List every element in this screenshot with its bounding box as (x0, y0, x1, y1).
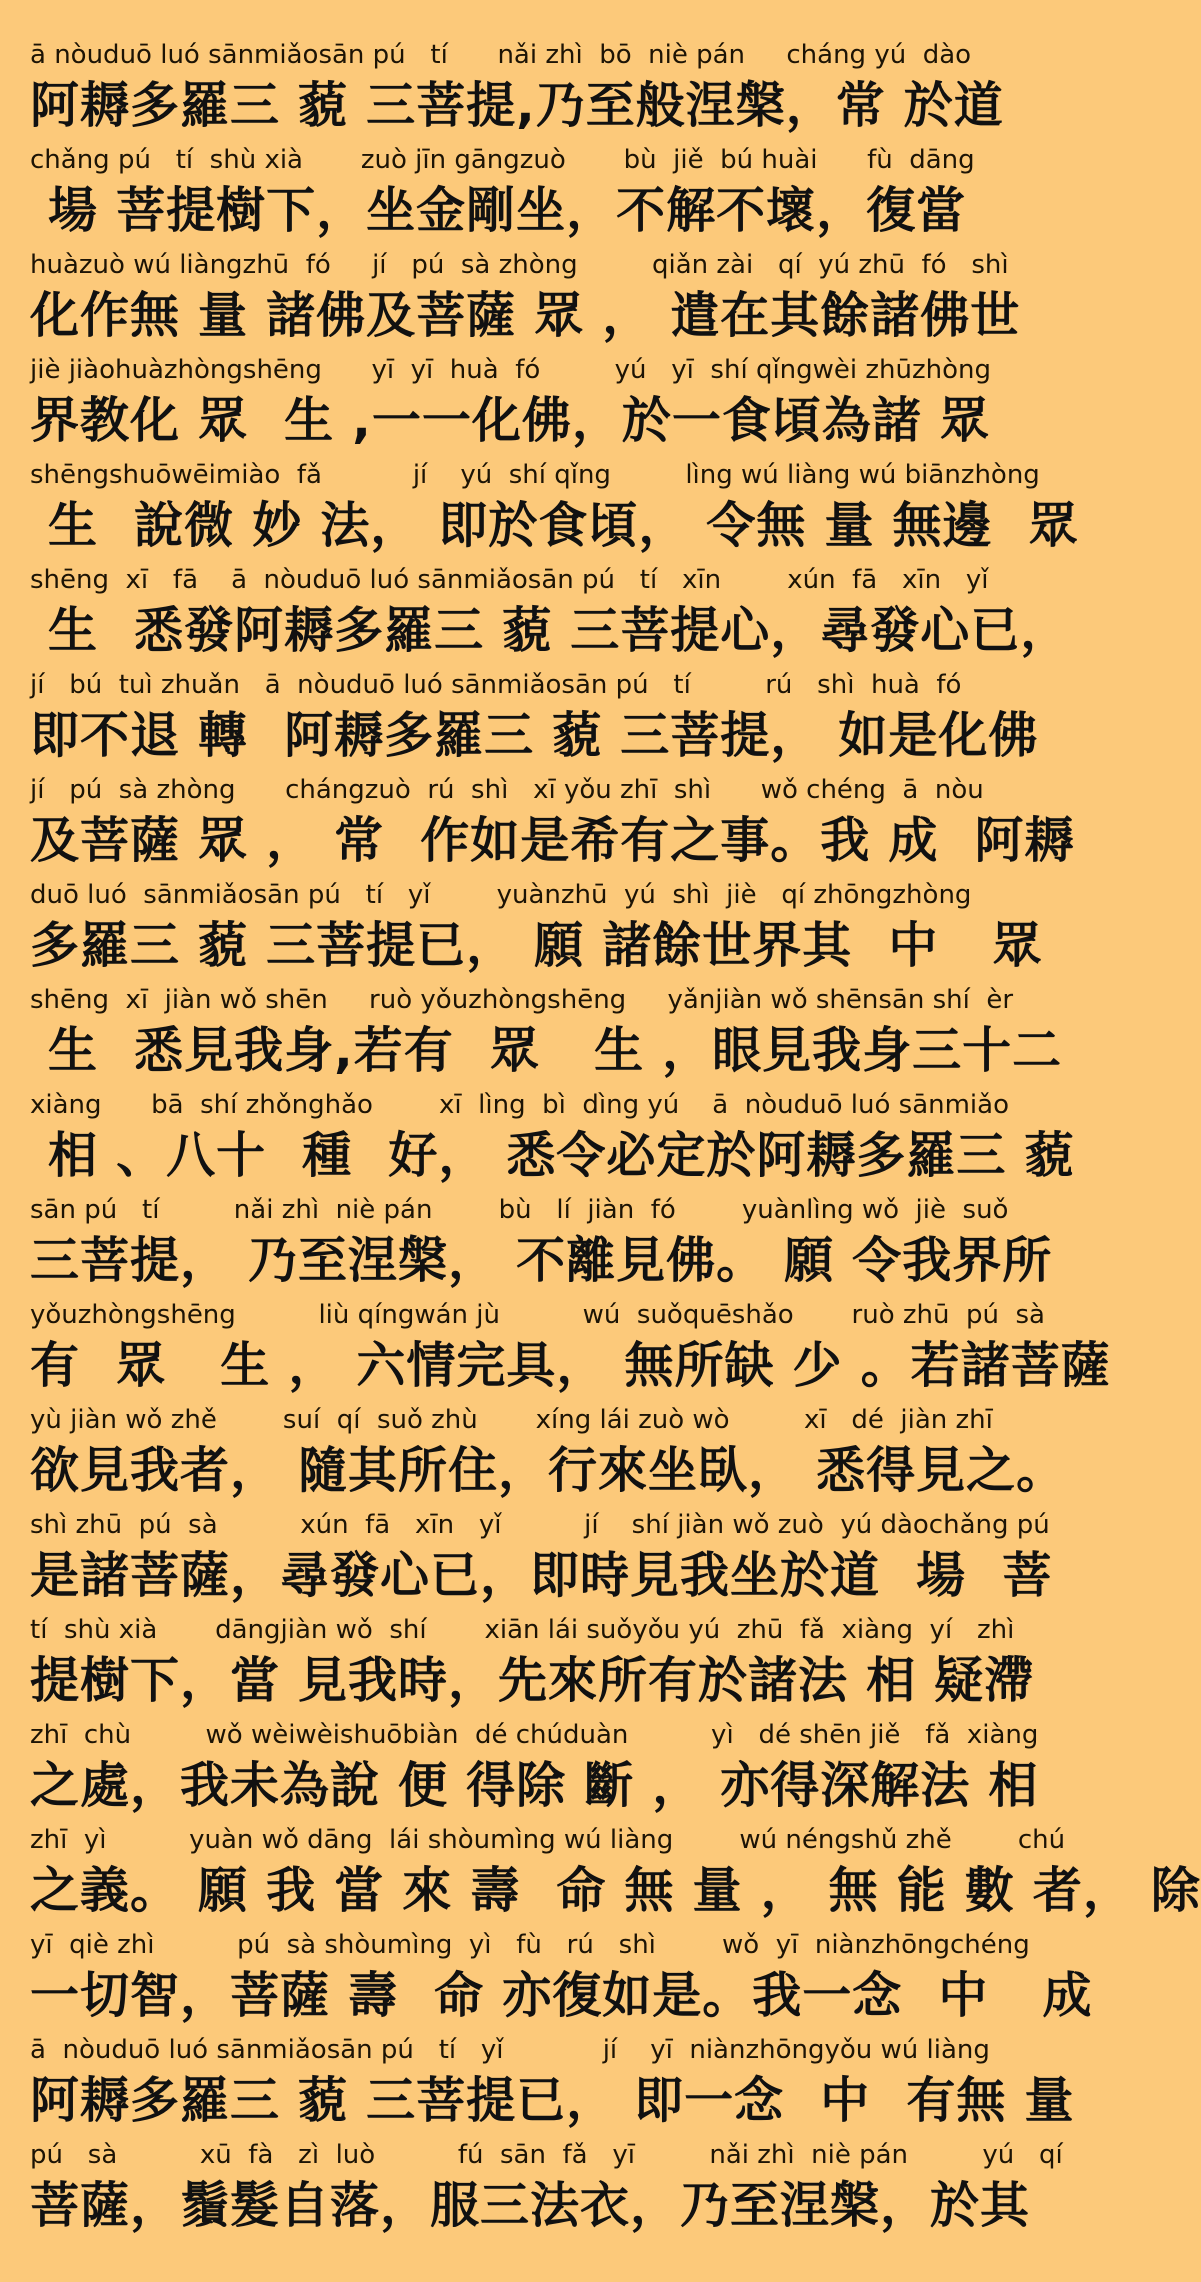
text-line (30, 1823, 1201, 1928)
pinyin-annotation: jí pú sà zhòng chángzuò rú shì xī yǒu zhī shì wǒ chéng ā nòu (30, 775, 984, 805)
chinese-text: 即不退 轉 阿耨多羅三 藐 三菩提， 如是化佛 (30, 707, 1039, 764)
chinese-text: 多羅三 藐 三菩提已， 願 諸餘世界其 中 眾 (30, 917, 1043, 974)
pinyin-annotation: ā nòuduō luó sānmiǎosān pú tí yǐ jí yī niànzhōngyǒu wú liàng (30, 2035, 990, 2065)
chinese-text: 菩薩，鬚髮自落，服三法衣，乃至涅槃，於其 (30, 2177, 1031, 2234)
text-line (30, 1403, 1067, 1508)
pinyin-annotation: sān pú tí nǎi zhì niè pán bù lí jiàn fó yuànlìng wǒ jiè suǒ (30, 1195, 1009, 1225)
pinyin-annotation: ā nòuduō luó sānmiǎosān pú tí nǎi zhì bō niè pán cháng yú dào (30, 40, 972, 70)
text-line (30, 2033, 1075, 2138)
pinyin-annotation: pú sà xū fà zì luò fú sān fǎ yī nǎi zhì niè pán yú qí (30, 2140, 1063, 2170)
chinese-text: 之處，我未為說 便 得除 斷 ， 亦得深解法 相 (30, 1757, 1039, 1814)
text-line (30, 1718, 1052, 1823)
pinyin-annotation: shēng xī fā ā nòuduō luó sānmiǎosān pú tí xīn xún fā xīn yǐ (30, 565, 989, 595)
chinese-text: 生 說微 妙 法， 即於食頃， 令無 量 無邊 眾 (30, 497, 1079, 554)
chinese-text: 相 、八十 種 好， 悉令必定於阿耨多羅三 藐 (30, 1127, 1075, 1184)
pinyin-annotation: yǒuzhòngshēng liù qíngwán jù wú suǒquēshǎo ruò zhū pú sà (30, 1300, 1045, 1330)
chinese-text: 提樹下，當 見我時，先來所有於諸法 相 疑滯 (30, 1652, 1035, 1709)
chinese-text: 阿耨多羅三 藐 三菩提已， 即一念 中 有無 量 (30, 2072, 1075, 2129)
chinese-text: 生 悉見我身,若有 眾 生 ，眼見我身三十二 (30, 1022, 1063, 1079)
chinese-text: 欲見我者， 隨其所住，行來坐臥， 悉得見之。 (30, 1442, 1067, 1499)
text-line (30, 143, 1052, 248)
pinyin-annotation: huàzuò wú liàngzhū fó jí pú sà zhòng qiǎn zài qí yú zhū fó shì (30, 250, 1009, 280)
text-line (30, 773, 1075, 878)
pinyin-annotation: shēngshuōwēimiào fǎ jí yú shí qǐng lìng wú liàng wú biānzhòng (30, 460, 1040, 490)
text-line (30, 38, 1052, 143)
text-line (30, 563, 1071, 668)
text-line (30, 1928, 1093, 2033)
chinese-text: 阿耨多羅三 藐 三菩提,乃至般涅槃，常 於道 (30, 77, 1004, 134)
pinyin-annotation: yù jiàn wǒ zhě suí qí suǒ zhù xíng lái zuò wò xī dé jiàn zhī (30, 1405, 993, 1435)
text-line (30, 1088, 1075, 1193)
chinese-text: 生 悉發阿耨多羅三 藐 三菩提心，尋發心已， (30, 602, 1071, 659)
text-line (30, 248, 1052, 353)
chinese-text: 是諸菩薩，尋發心已，即時見我坐於道 場 菩 (30, 1547, 1053, 1604)
pinyin-annotation: duō luó sānmiǎosān pú tí yǐ yuànzhū yú shì jiè qí zhōngzhòng (30, 880, 972, 910)
text-line (30, 1508, 1052, 1613)
text-line (30, 1298, 1111, 1403)
pinyin-annotation: tí shù xià dāngjiàn wǒ shí xiān lái suǒyǒu yú zhū fǎ xiàng yí zhì (30, 1615, 1015, 1645)
text-line (30, 458, 1079, 563)
pinyin-annotation: yī qiè zhì pú sà shòumìng yì fù rú shì wǒ yī niànzhōngchéng (30, 1930, 1030, 1960)
pinyin-annotation: jí bú tuì zhuǎn ā nòuduō luó sānmiǎosān pú tí rú shì huà fó (30, 670, 962, 700)
pinyin-annotation: jiè jiàohuàzhòngshēng yī yī huà fó yú yī shí qǐngwèi zhūzhòng (30, 355, 992, 385)
chinese-text: 化作無 量 諸佛及菩薩 眾 ， 遣在其餘諸佛世 (30, 287, 1021, 344)
text-line (30, 353, 1052, 458)
text-line (30, 878, 1052, 983)
chinese-text: 界教化 眾 生 ,一一化佛，於一食頃為諸 眾 (30, 392, 990, 449)
chinese-text: 一切智，菩薩 壽 命 亦復如是。我一念 中 成 (30, 1967, 1093, 2024)
text-line (30, 2138, 1063, 2243)
pinyin-annotation: shì zhū pú sà xún fā xīn yǐ jí shí jiàn wǒ zuò yú dàochǎng pú (30, 1510, 1050, 1540)
text-line (30, 1193, 1052, 1298)
text-line (30, 1613, 1052, 1718)
pinyin-annotation: chǎng pú tí shù xià zuò jīn gāngzuò bù jiě bú huài fù dāng (30, 145, 975, 175)
chinese-text: 及菩薩 眾 ， 常 作如是希有之事。我 成 阿耨 (30, 812, 1075, 869)
pinyin-annotation: shēng xī jiàn wǒ shēn ruò yǒuzhòngshēng yǎnjiàn wǒ shēnsān shí èr (30, 985, 1014, 1015)
pinyin-annotation: zhī yì yuàn wǒ dāng lái shòumìng wú liàng wú néngshǔ zhě chú (30, 1825, 1066, 1855)
chinese-text: 三菩提， 乃至涅槃， 不離見佛。 願 令我界所 (30, 1232, 1053, 1289)
pinyin-annotation: zhī chù wǒ wèiwèishuōbiàn dé chúduàn yì dé shēn jiě fǎ xiàng (30, 1720, 1039, 1750)
chinese-text: 之義。 願 我 當 來 壽 命 無 量 ， 無 能 數 者， 除 (30, 1862, 1201, 1919)
chinese-text: 有 眾 生 ， 六情完具， 無所缺 少 。若諸菩薩 (30, 1337, 1111, 1394)
text-line (30, 983, 1063, 1088)
text-line (30, 668, 1052, 773)
chinese-text: 場 菩提樹下，坐金剛坐，不解不壞，復當 (30, 182, 967, 239)
pinyin-annotation: xiàng bā shí zhǒnghǎo xī lìng bì dìng yú ā nòuduō luó sānmiǎo (30, 1090, 1009, 1120)
